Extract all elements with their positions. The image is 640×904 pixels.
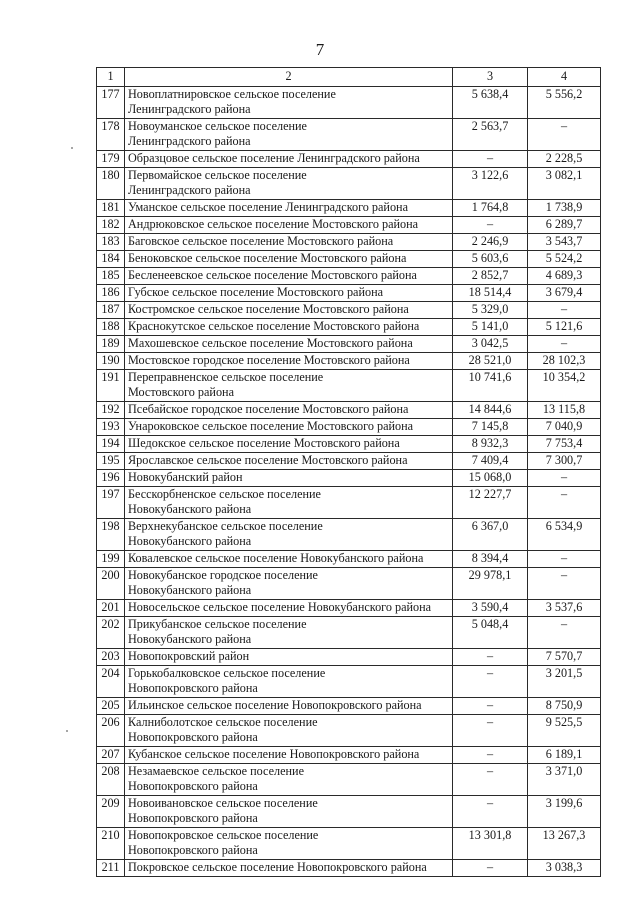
column-3-value-cell: 5 141,0 [453,319,528,336]
column-3-value-cell: – [453,715,528,747]
column-3-value-cell: 2 246,9 [453,234,528,251]
settlement-name-cell: Новоуманское сельское поселение Ленинградского района [125,119,453,151]
column-3-value-cell: – [453,649,528,666]
row-number-cell: 178 [97,119,125,151]
row-number-cell: 202 [97,617,125,649]
row-number-cell: 204 [97,666,125,698]
row-number-cell: 183 [97,234,125,251]
column-4-value-cell: 3 201,5 [528,666,601,698]
column-3-value-cell: 2 563,7 [453,119,528,151]
column-3-value-cell: 13 301,8 [453,828,528,860]
column-4-value-cell: – [528,119,601,151]
header-col-4: 4 [528,68,601,87]
column-3-value-cell: 1 764,8 [453,200,528,217]
column-3-value-cell: – [453,747,528,764]
row-number-cell: 191 [97,370,125,402]
column-4-value-cell: 7 570,7 [528,649,601,666]
column-3-value-cell: – [453,217,528,234]
table-row [97,302,601,319]
column-3-value-cell: – [453,666,528,698]
settlement-name-cell: Новопокровский район [125,649,453,666]
table-row [97,336,601,353]
table-row [97,828,601,860]
row-number-cell: 197 [97,487,125,519]
column-3-value-cell: 5 603,6 [453,251,528,268]
column-4-value-cell: 7 300,7 [528,453,601,470]
row-number-cell: 186 [97,285,125,302]
column-4-value-cell: 4 689,3 [528,268,601,285]
scan-speck [71,147,73,149]
column-3-value-cell: 3 042,5 [453,336,528,353]
settlement-name-cell: Новокубанское городское поселение Новокубанского района [125,568,453,600]
row-number-cell: 179 [97,151,125,168]
settlement-name-cell: Горькобалковское сельское поселение Новопокровского района [125,666,453,698]
header-col-3: 3 [453,68,528,87]
table-row [97,285,601,302]
row-number-cell: 190 [97,353,125,370]
row-number-cell: 201 [97,600,125,617]
table-row [97,151,601,168]
settlement-name-cell: Баговское сельское поселение Мостовского района [125,234,453,251]
column-3-value-cell: 5 048,4 [453,617,528,649]
settlement-name-cell: Калниболотское сельское поселение Новопокровского района [125,715,453,747]
column-3-value-cell: 10 741,6 [453,370,528,402]
column-3-value-cell: 3 122,6 [453,168,528,200]
table-body [97,87,601,877]
column-4-value-cell: 6 534,9 [528,519,601,551]
row-number-cell: 203 [97,649,125,666]
column-4-value-cell: – [528,617,601,649]
settlement-name-cell: Унароковское сельское поселение Мостовского района [125,419,453,436]
header-row [97,68,601,87]
column-3-value-cell: 2 852,7 [453,268,528,285]
header-col-2: 2 [125,68,453,87]
column-3-value-cell: – [453,698,528,715]
column-4-value-cell: – [528,568,601,600]
table-row [97,551,601,568]
column-3-value-cell: – [453,860,528,877]
settlement-name-cell: Беноковское сельское поселение Мостовского района [125,251,453,268]
table-row [97,119,601,151]
row-number-cell: 181 [97,200,125,217]
column-3-value-cell: 18 514,4 [453,285,528,302]
settlement-name-cell: Мостовское городское поселение Мостовского района [125,353,453,370]
table-row [97,370,601,402]
row-number-cell: 189 [97,336,125,353]
settlement-name-cell: Новокубанский район [125,470,453,487]
column-4-value-cell: 5 121,6 [528,319,601,336]
row-number-cell: 195 [97,453,125,470]
row-number-cell: 199 [97,551,125,568]
column-4-value-cell: 13 115,8 [528,402,601,419]
row-number-cell: 207 [97,747,125,764]
row-number-cell: 193 [97,419,125,436]
table-row [97,268,601,285]
row-number-cell: 205 [97,698,125,715]
settlement-name-cell: Новоплатнировское сельское поселение Ленинградского района [125,87,453,119]
settlement-name-cell: Бесскорбненское сельское поселение Новокубанского района [125,487,453,519]
table-row [97,715,601,747]
table-row [97,860,601,877]
settlement-name-cell: Костромское сельское поселение Мостовского района [125,302,453,319]
table-row [97,200,601,217]
settlement-name-cell: Бесленеевское сельское поселение Мостовского района [125,268,453,285]
column-3-value-cell: 12 227,7 [453,487,528,519]
table-row [97,353,601,370]
column-4-value-cell: – [528,487,601,519]
row-number-cell: 206 [97,715,125,747]
column-3-value-cell: – [453,796,528,828]
row-number-cell: 211 [97,860,125,877]
column-4-value-cell: – [528,302,601,319]
table-row [97,600,601,617]
table-row [97,764,601,796]
column-4-value-cell: 3 038,3 [528,860,601,877]
column-4-value-cell: 7 753,4 [528,436,601,453]
page-number: 7 [315,40,325,59]
row-number-cell: 185 [97,268,125,285]
column-4-value-cell: – [528,470,601,487]
column-3-value-cell: 5 638,4 [453,87,528,119]
column-3-value-cell: 3 590,4 [453,600,528,617]
data-table [96,67,601,877]
table-row [97,168,601,200]
settlement-name-cell: Новосельское сельское поселение Новокубанского района [125,600,453,617]
column-4-value-cell: 10 354,2 [528,370,601,402]
settlement-name-cell: Образцовое сельское поселение Ленинградского района [125,151,453,168]
settlement-name-cell: Псебайское городское поселение Мостовского района [125,402,453,419]
column-4-value-cell: 28 102,3 [528,353,601,370]
settlement-name-cell: Уманское сельское поселение Ленинградского района [125,200,453,217]
settlement-name-cell: Первомайское сельское поселение Ленинградского района [125,168,453,200]
settlement-name-cell: Прикубанское сельское поселение Новокубанского района [125,617,453,649]
table-row [97,419,601,436]
table-row [97,217,601,234]
column-4-value-cell: 5 556,2 [528,87,601,119]
row-number-cell: 188 [97,319,125,336]
table-row [97,234,601,251]
column-4-value-cell: 6 289,7 [528,217,601,234]
row-number-cell: 182 [97,217,125,234]
table-row [97,796,601,828]
column-3-value-cell: 7 145,8 [453,419,528,436]
column-4-value-cell: 1 738,9 [528,200,601,217]
column-4-value-cell: 3 679,4 [528,285,601,302]
settlement-name-cell: Махошевское сельское поселение Мостовского района [125,336,453,353]
row-number-cell: 177 [97,87,125,119]
row-number-cell: 208 [97,764,125,796]
row-number-cell: 210 [97,828,125,860]
column-4-value-cell: 7 040,9 [528,419,601,436]
settlement-name-cell: Новопокровское сельское поселение Новопокровского района [125,828,453,860]
settlement-name-cell: Верхнекубанское сельское поселение Новокубанского района [125,519,453,551]
row-number-cell: 200 [97,568,125,600]
header-col-1: 1 [97,68,125,87]
table-row [97,649,601,666]
settlement-name-cell: Ярославское сельское поселение Мостовского района [125,453,453,470]
table-row [97,698,601,715]
column-4-value-cell: – [528,551,601,568]
settlement-name-cell: Краснокутское сельское поселение Мостовского района [125,319,453,336]
column-4-value-cell: 3 082,1 [528,168,601,200]
settlement-name-cell: Андрюковское сельское поселение Мостовского района [125,217,453,234]
column-3-value-cell: 14 844,6 [453,402,528,419]
table-row [97,319,601,336]
scan-speck [66,730,68,732]
column-3-value-cell: – [453,151,528,168]
column-3-value-cell: 15 068,0 [453,470,528,487]
row-number-cell: 196 [97,470,125,487]
column-3-value-cell: 6 367,0 [453,519,528,551]
settlement-name-cell: Шедокское сельское поселение Мостовского района [125,436,453,453]
column-3-value-cell: 28 521,0 [453,353,528,370]
row-number-cell: 198 [97,519,125,551]
column-4-value-cell: 3 199,6 [528,796,601,828]
column-4-value-cell: 3 543,7 [528,234,601,251]
settlement-name-cell: Губское сельское поселение Мостовского района [125,285,453,302]
column-3-value-cell: 8 932,3 [453,436,528,453]
table-row [97,402,601,419]
row-number-cell: 187 [97,302,125,319]
column-3-value-cell: 8 394,4 [453,551,528,568]
table-row [97,568,601,600]
table-row [97,487,601,519]
column-3-value-cell: 29 978,1 [453,568,528,600]
table-row [97,470,601,487]
table-row [97,666,601,698]
column-4-value-cell: 3 537,6 [528,600,601,617]
settlement-name-cell: Ильинское сельское поселение Новопокровского района [125,698,453,715]
row-number-cell: 209 [97,796,125,828]
row-number-cell: 192 [97,402,125,419]
settlement-name-cell: Новоивановское сельское поселение Новопокровского района [125,796,453,828]
table-row [97,251,601,268]
column-3-value-cell: – [453,764,528,796]
settlement-name-cell: Ковалевское сельское поселение Новокубанского района [125,551,453,568]
column-4-value-cell: 5 524,2 [528,251,601,268]
table-row [97,519,601,551]
table-row [97,453,601,470]
table-row [97,436,601,453]
row-number-cell: 184 [97,251,125,268]
table-row [97,87,601,119]
column-3-value-cell: 7 409,4 [453,453,528,470]
column-3-value-cell: 5 329,0 [453,302,528,319]
column-4-value-cell: 13 267,3 [528,828,601,860]
settlement-name-cell: Кубанское сельское поселение Новопокровского района [125,747,453,764]
settlement-name-cell: Незамаевское сельское поселение Новопокровского района [125,764,453,796]
column-4-value-cell: 3 371,0 [528,764,601,796]
settlement-name-cell: Переправненское сельское поселение Мостовского района [125,370,453,402]
column-4-value-cell: 6 189,1 [528,747,601,764]
row-number-cell: 180 [97,168,125,200]
column-4-value-cell: 9 525,5 [528,715,601,747]
column-4-value-cell: 2 228,5 [528,151,601,168]
row-number-cell: 194 [97,436,125,453]
column-4-value-cell: 8 750,9 [528,698,601,715]
column-4-value-cell: – [528,336,601,353]
settlement-name-cell: Покровское сельское поселение Новопокровского района [125,860,453,877]
table-row [97,617,601,649]
table-row [97,747,601,764]
